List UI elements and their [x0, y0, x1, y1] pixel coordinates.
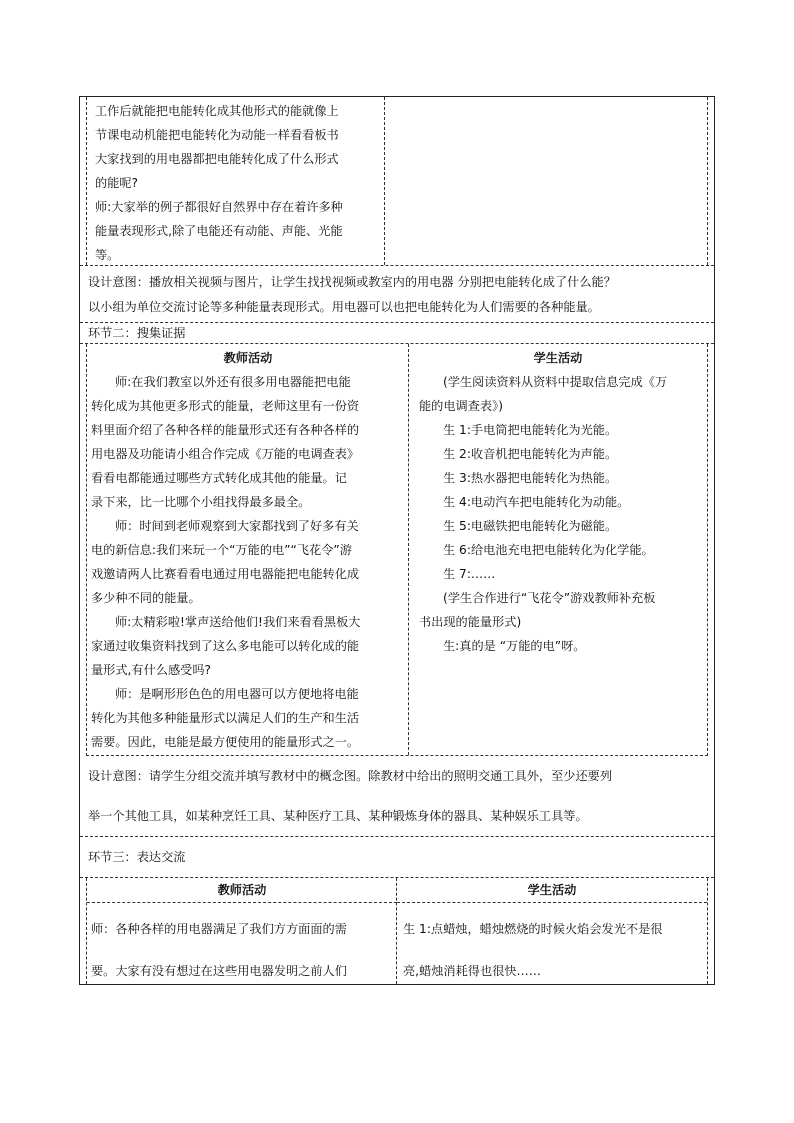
text-line: 设计意图：请学生分组交流并填写教材中的概念图。除教材中给出的照明交通工具外，至少还要列: [88, 769, 613, 783]
text-line: 工作后就能把电能转化成其他形式的能就像上: [95, 104, 339, 118]
text-line: 生 5:电磁铁把电能转化为磁能。: [443, 519, 618, 533]
text-line: 师:在我们教室以外还有很多用电器能把电能: [115, 375, 351, 389]
text-line: 以小组为单位交流讨论等多种能量表现形式。用电器可以也把电能转化为人们需要的各种能量。: [88, 300, 600, 314]
activity-table-3: [86, 878, 708, 984]
text-line: 生 1:手电筒把电能转化为光能。: [443, 423, 618, 437]
text-line: 举一个其他工具，如某种烹饪工具、某种医疗工具、某种锻炼身体的器具、某种娱乐工具等。: [88, 809, 588, 823]
design-intent-2-text: [88, 756, 612, 836]
stage-2-title: 环节二：搜集证据: [88, 326, 186, 340]
continuation-teacher-cell: [87, 97, 385, 265]
text-line: 亮,蜡烛消耗得也很快……: [403, 964, 541, 978]
text-line: 电的新信息:我们来玩一个“万能的电”“飞花令”游: [91, 543, 352, 557]
design-intent-1: [80, 265, 714, 323]
text-line: 需要。因此，电能是最方便使用的能量形式之一。: [91, 735, 360, 749]
text-line: 师:大家举的例子都很好自然界中存在着许多种: [95, 200, 343, 214]
text-line: 看看电都能通过哪些方式转化成其他的能量。记: [91, 471, 347, 485]
text-line: 等。: [95, 248, 120, 262]
text-line: 生 1:点蜡烛，蜡烛燃烧的时候火焰会发光不是很: [403, 922, 663, 936]
table-3-student-header: 学生活动: [397, 878, 707, 903]
design-intent-2: [80, 756, 714, 837]
text-line: 师:太精彩啦!掌声送给他们!我们来看看黑板大: [115, 615, 361, 629]
text-line: 生 3:热水器把电能转化为热能。: [443, 471, 618, 485]
text-line: 设计意图：播放相关视频与图片，让学生找找视频或教室内的用电器 分别把电能转化成了什么能？: [88, 275, 616, 289]
text-line: 量形式,有什么感受吗?: [91, 663, 212, 677]
continuation-row: [86, 97, 708, 265]
text-line: 大家找到的用电器都把电能转化成了什么形式: [95, 152, 339, 166]
text-line: 节课电动机能把电能转化为动能一样看看板书: [95, 128, 339, 142]
continuation-teacher-text: [95, 99, 343, 267]
table-2-teacher-col: [87, 344, 409, 755]
text-line: 书出现的能量形式): [419, 615, 522, 629]
text-line: 生 7:……: [443, 567, 496, 581]
stage-3-row: [80, 837, 714, 878]
text-line: 要。大家有没有想过在这些用电器发明之前人们: [91, 964, 347, 978]
text-line: 师：时间到老师观察到大家都找到了好多有关: [115, 519, 359, 533]
text-line: 师：各种各样的用电器满足了我们方方面面的需: [91, 922, 347, 936]
lesson-plan-page: [79, 96, 715, 985]
table-3-teacher-text: [91, 908, 347, 992]
text-line: 能的电调查表》): [419, 399, 503, 413]
table-2-student-text: [419, 370, 667, 658]
table-2-teacher-text: [91, 370, 360, 754]
text-line: (学生阅读资料从资料中提取信息完成《万: [443, 375, 668, 389]
text-line: 录下来，比一比哪个小组找得最多最全。: [91, 495, 311, 509]
table-3-teacher-header: 教师活动: [87, 878, 397, 903]
text-line: 转化为其他多种能量形式以满足人们的生产和生活: [91, 711, 360, 725]
text-line: 多少种不同的能量。: [91, 591, 201, 605]
text-line: 转化成为其他更多形式的能量，老师这里有一份资: [91, 399, 360, 413]
table-2-student-col: [409, 344, 707, 755]
text-line: (学生合作进行“飞花令”游戏教师补充板: [443, 591, 656, 605]
stage-2-row: [80, 323, 714, 344]
text-line: 戏邀请两人比赛看看电通过用电器能把电能转化成: [91, 567, 360, 581]
text-line: 师：是啊形形色色的用电器可以方便地将电能: [115, 687, 359, 701]
table-2-student-header: 学生活动: [533, 351, 583, 365]
text-line: 家通过收集资料找到了这么多电能可以转化成的能: [91, 639, 360, 653]
design-intent-1-text: [88, 270, 616, 320]
text-line: 生 2:收音机把电能转化为声能。: [443, 447, 618, 461]
text-line: 生 4:电动汽车把电能转化为动能。: [443, 495, 630, 509]
text-line: 生:真的是 “万能的电”呀。: [443, 639, 586, 653]
text-line: 生 6:给电池充电把电能转化为化学能。: [443, 543, 654, 557]
text-line: 料里面介绍了各种各样的能量形式还有各种各样的: [91, 423, 360, 437]
activity-table-2: [86, 344, 708, 756]
text-line: 用电器及功能请小组合作完成《万能的电调查表》: [91, 447, 360, 461]
text-line: 的能呢?: [95, 176, 139, 190]
table-3-student-col: [397, 878, 707, 984]
text-line: 能量表现形式,除了电能还有动能、声能、光能: [95, 224, 343, 238]
table-2-teacher-header: 教师活动: [223, 351, 273, 365]
table-3-teacher-col: [87, 878, 397, 984]
table-3-student-text: [403, 908, 662, 992]
stage-3-title: 环节三：表达交流: [88, 850, 186, 864]
